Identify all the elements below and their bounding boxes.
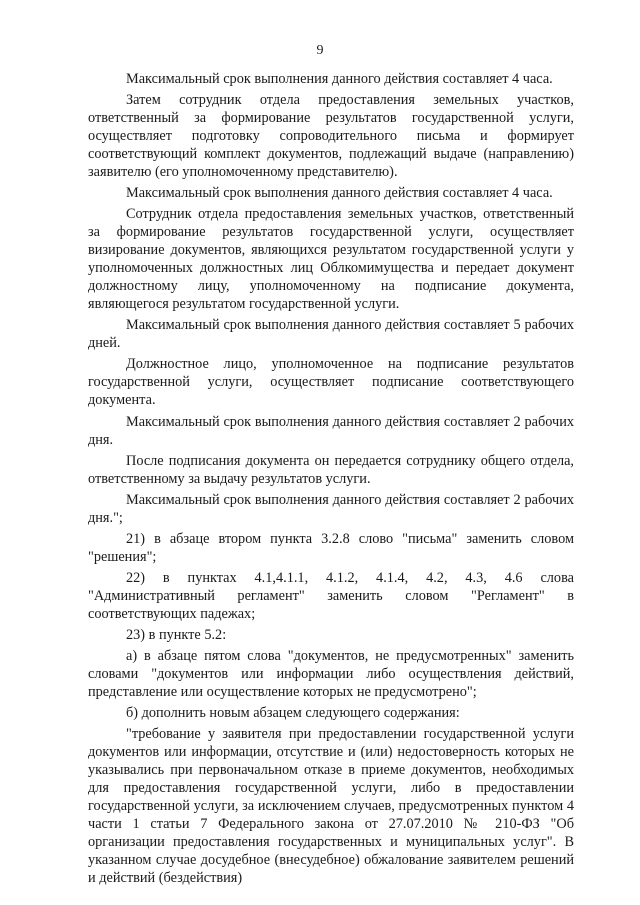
paragraph-2: Затем сотрудник отдела предоставления земельных участков, ответственный за формирование результатов государственной услуги, осуществляет подготовку сопроводительного письма и формирует соответствующий комплект документов, подлежащий выдаче (направлению) заявителю (его уполномоченному представителю).	[88, 92, 574, 181]
paragraph-7: Максимальный срок выполнения данного действия составляет 2 рабочих дня.	[88, 413, 574, 448]
paragraph-1: Максимальный срок выполнения данного действия составляет 4 часа.	[126, 71, 553, 87]
paragraph-13: а) в абзаце пятом слова "документов, не предусмотренных" заменить словами "документов или информации либо осуществления действий, представление или осуществление которых не предусмотрено";	[88, 648, 574, 701]
paragraph-3: Максимальный срок выполнения данного действия составляет 4 часа.	[126, 185, 553, 202]
paragraph-6: Должностное лицо, уполномоченное на подписание результатов государственной услуги, осуществляет подписание соответствующего документа.	[88, 356, 574, 409]
paragraph-4: Сотрудник отдела предоставления земельных участков, ответственный за формирование результатов государственной услуги, осуществляет визирование документов, являющихся результатом государственной услуги у уполномоченных должностных лиц Облкомимущества и передает документ должностному лицу, уполномоченному на подписание документа, являющегося результатом государственной услуги.	[88, 206, 574, 313]
page-number: 9	[316, 43, 324, 58]
paragraph-11: 22) в пунктах 4.1,4.1.1, 4.1.2, 4.1.4, 4.2, 4.3, 4.6 слова "Административный регламент" заменить словом "Регламент" в соответствующих падежах;	[88, 569, 574, 622]
paragraph-8: После подписания документа он передается сотруднику общего отдела, ответственному за выдачу результатов услуги.	[88, 452, 574, 487]
paragraph-5: Максимальный срок выполнения данного действия составляет 5 рабочих дней.	[88, 317, 574, 352]
paragraph-12: 23) в пункте 5.2:	[126, 627, 227, 644]
paragraph-9: Максимальный срок выполнения данного действия составляет 2 рабочих дня.";	[88, 491, 574, 526]
paragraph-15: "требование у заявителя при предоставлении государственной услуги документов или информации, отсутствие и (или) недостоверность которых не указывались при первоначальном отказе в приеме документов, необходимых для предоставления государственной услуги, либо в предоставлении государственной услуги, за исключением случаев, предусмотренных пунктом 4 части 1 статьи 7 Федерального закона от 27.07.2010 № 210-ФЗ "Об организации предоставления государственных и муниципальных услуг". В указанном случае досудебное (внесудебное) обжалование заявителем решений и действий (бездействия)	[88, 726, 574, 887]
paragraph-14: б) дополнить новым абзацем следующего содержания:	[126, 705, 460, 722]
paragraph-10: 21) в абзаце втором пункта 3.2.8 слово "письма" заменить словом "решения";	[88, 530, 574, 565]
document-body	[88, 70, 574, 890]
